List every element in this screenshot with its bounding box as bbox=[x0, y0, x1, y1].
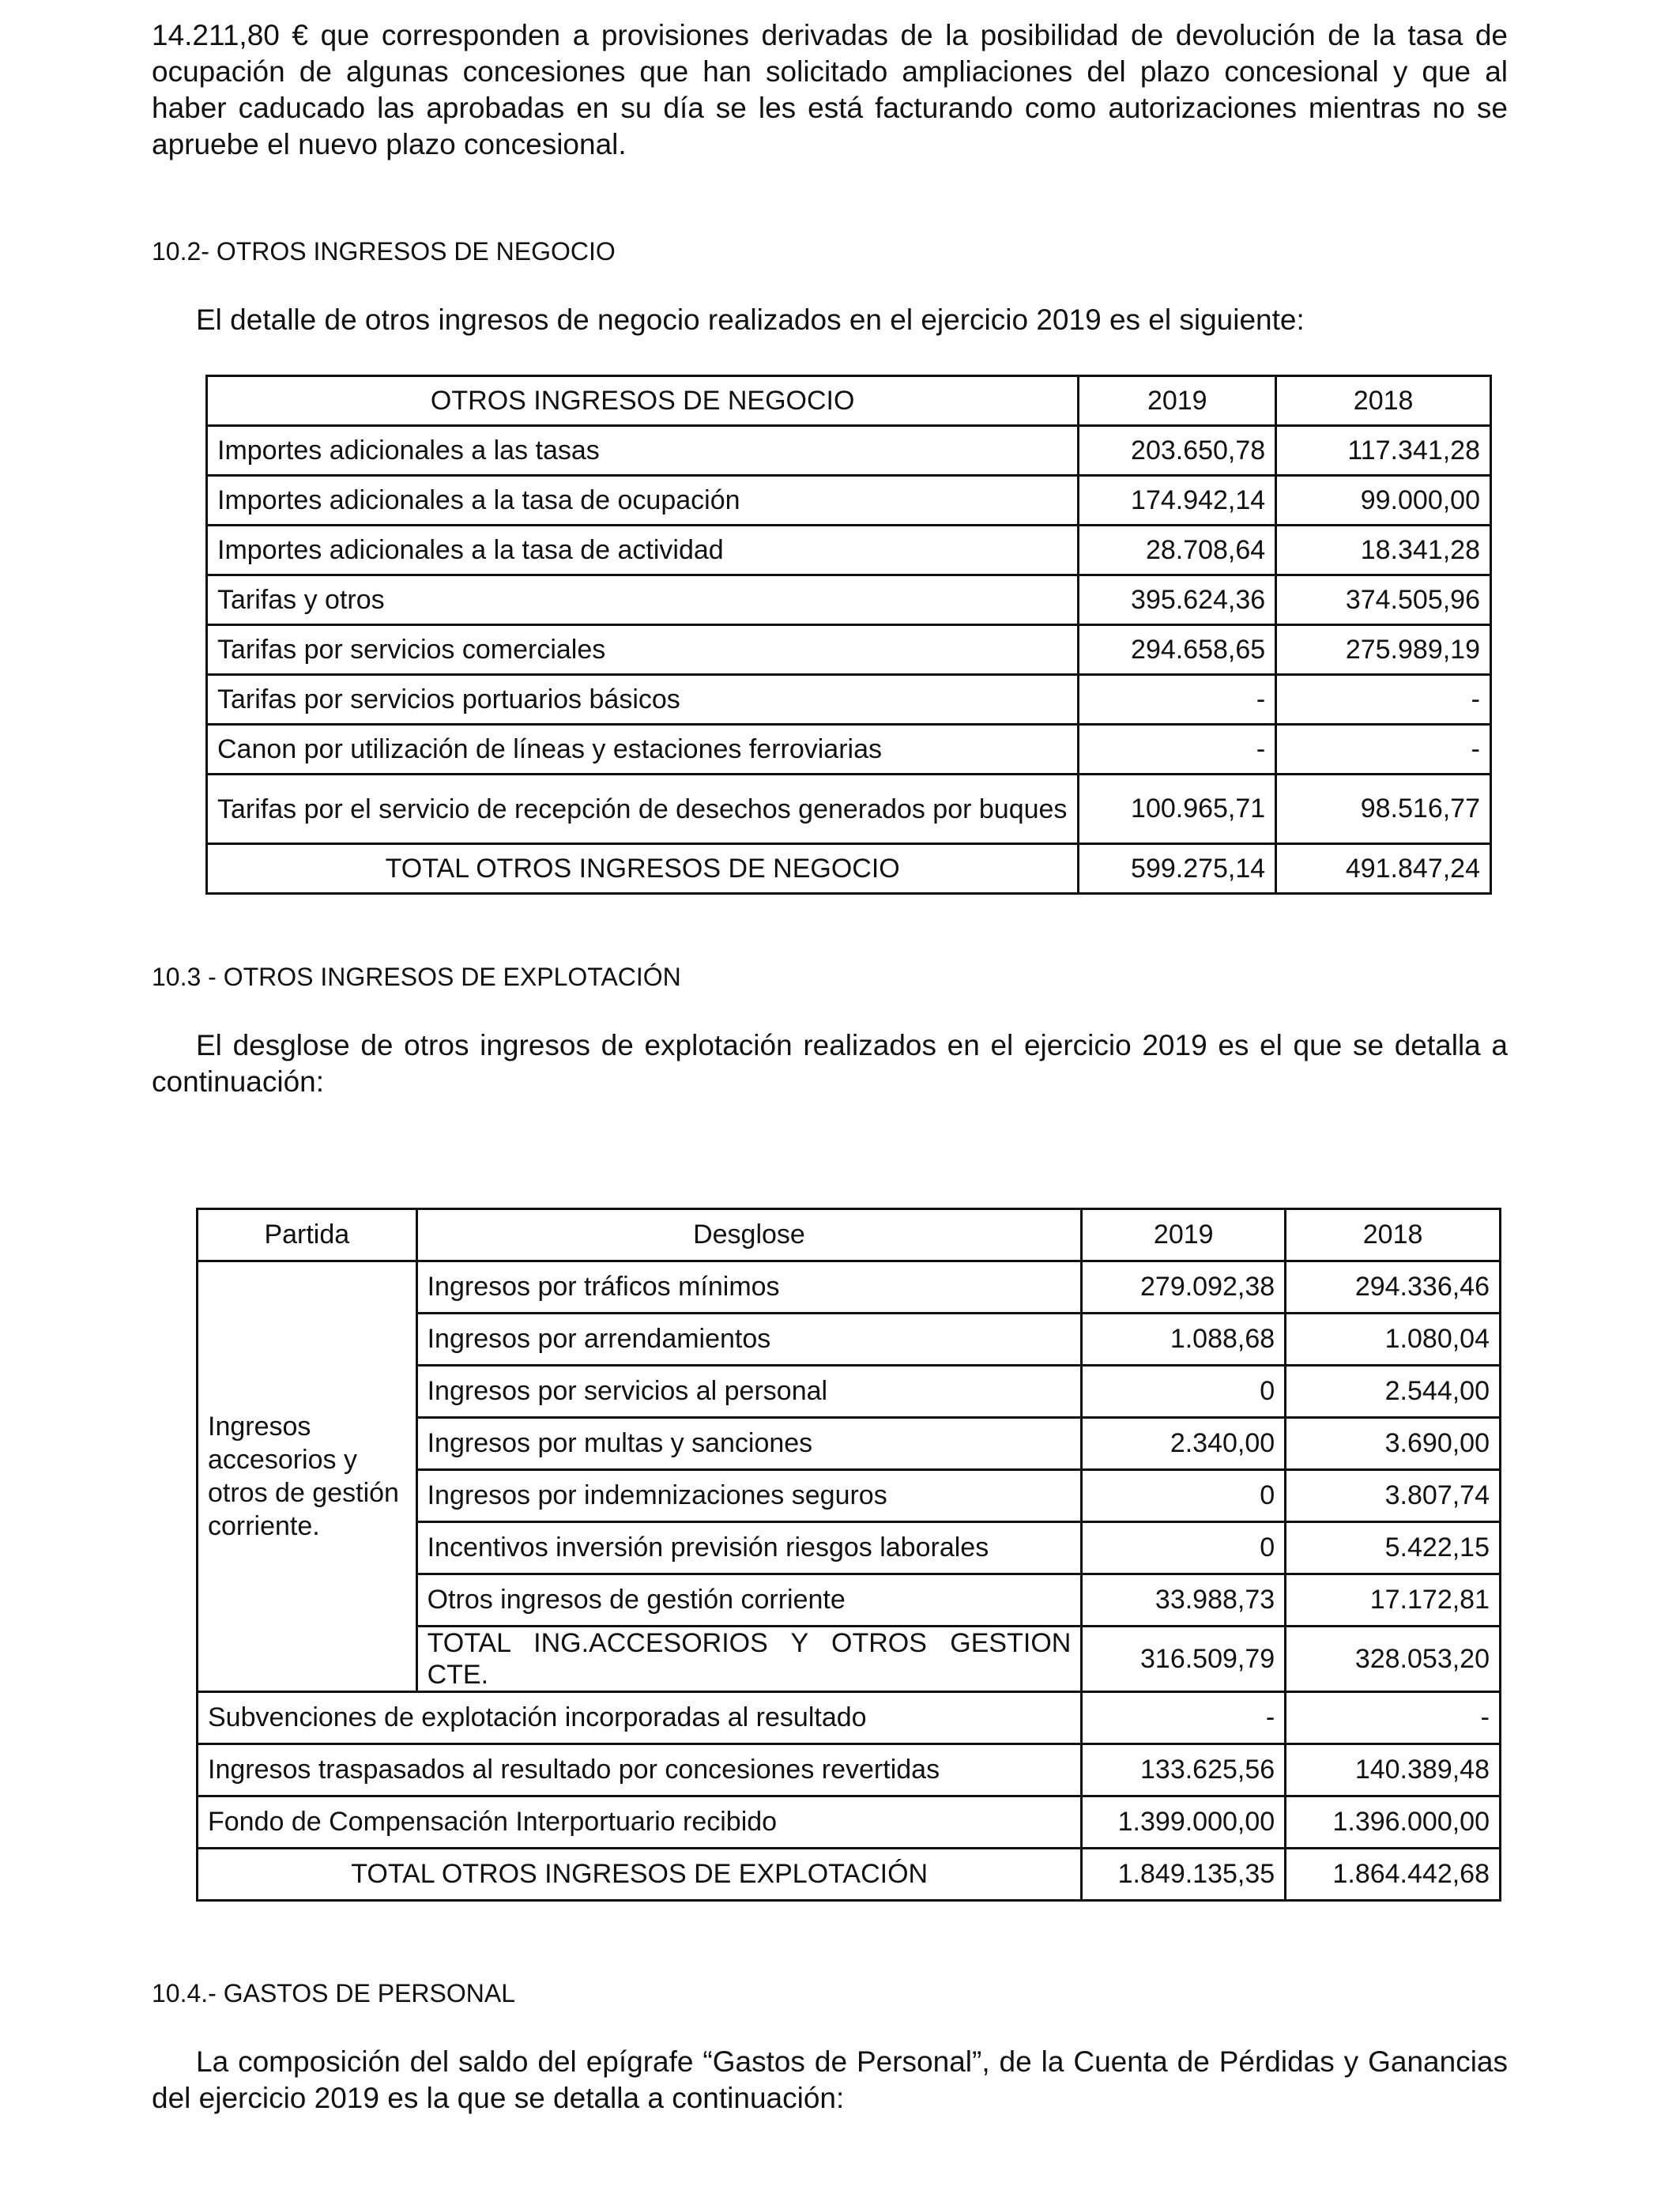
table-row bbox=[207, 675, 1491, 725]
section-10-4-text: La composición del saldo del epígrafe “Gastos de Personal”, de la Cuenta de Pérdidas y Ganancias del ejercicio 2019 es la que se detalla a continuación: bbox=[152, 2045, 1508, 2114]
row-label: Ingresos por indemnizaciones seguros bbox=[416, 1470, 1082, 1522]
value-2018: 18.341,28 bbox=[1276, 526, 1491, 575]
table-row bbox=[198, 1261, 1501, 1314]
value-2018: 99.000,00 bbox=[1276, 476, 1491, 526]
value-2018: 5.422,15 bbox=[1286, 1522, 1501, 1574]
value-2018: - bbox=[1286, 1692, 1501, 1744]
value-2018: 2.544,00 bbox=[1286, 1366, 1501, 1418]
row-label: Tarifas y otros bbox=[207, 575, 1079, 625]
value-2019: 33.988,73 bbox=[1082, 1574, 1286, 1627]
value-2018: 1.080,04 bbox=[1286, 1314, 1501, 1366]
row-label: Ingresos por multas y sanciones bbox=[416, 1418, 1082, 1470]
value-2018: - bbox=[1276, 725, 1491, 775]
section-10-3-text: El desglose de otros ingresos de explotación realizados en el ejercicio 2019 es el que se detalla a continuación: bbox=[152, 1029, 1508, 1098]
table-total-row bbox=[207, 844, 1491, 894]
header-2018: 2018 bbox=[1286, 1209, 1501, 1261]
row-label: Otros ingresos de gestión corriente bbox=[416, 1574, 1082, 1627]
value-2019: 395.624,36 bbox=[1079, 575, 1276, 625]
value-2019: 28.708,64 bbox=[1079, 526, 1276, 575]
table-row bbox=[207, 575, 1491, 625]
value-2019: - bbox=[1079, 675, 1276, 725]
section-10-3-heading: 10.3 - OTROS INGRESOS DE EXPLOTACIÓN bbox=[152, 963, 681, 991]
table-header-row bbox=[198, 1209, 1501, 1261]
value-2019: 100.965,71 bbox=[1079, 775, 1276, 844]
subtotal-2018: 328.053,20 bbox=[1286, 1627, 1501, 1692]
value-2019: 0 bbox=[1082, 1470, 1286, 1522]
value-2018: 3.690,00 bbox=[1286, 1418, 1501, 1470]
value-2019: 279.092,38 bbox=[1082, 1261, 1286, 1314]
value-2019: 0 bbox=[1082, 1522, 1286, 1574]
row-label: Importes adicionales a las tasas bbox=[207, 426, 1079, 476]
row-label: Subvenciones de explotación incorporadas al resultado bbox=[198, 1692, 1082, 1744]
table-row bbox=[207, 625, 1491, 675]
value-2018: 3.807,74 bbox=[1286, 1470, 1501, 1522]
header-2019: 2019 bbox=[1082, 1209, 1286, 1261]
header-desglose: Desglose bbox=[416, 1209, 1082, 1261]
value-2019: 203.650,78 bbox=[1079, 426, 1276, 476]
total-2019: 1.849.135,35 bbox=[1082, 1849, 1286, 1901]
section-10-2-heading: 10.2- OTROS INGRESOS DE NEGOCIO bbox=[152, 237, 616, 266]
table-row bbox=[198, 1692, 1501, 1744]
total-label: TOTAL OTROS INGRESOS DE EXPLOTACIÓN bbox=[198, 1849, 1082, 1901]
value-2019: 133.625,56 bbox=[1082, 1744, 1286, 1796]
total-2018: 1.864.442,68 bbox=[1286, 1849, 1501, 1901]
subtotal-label: TOTAL ING.ACCESORIOS Y OTROS GESTION CTE. bbox=[416, 1627, 1082, 1692]
value-2018: 117.341,28 bbox=[1276, 426, 1491, 476]
value-2019: - bbox=[1079, 725, 1276, 775]
header-partida: Partida bbox=[198, 1209, 417, 1261]
value-2018: 98.516,77 bbox=[1276, 775, 1491, 844]
total-2019: 599.275,14 bbox=[1079, 844, 1276, 894]
value-2018: 1.396.000,00 bbox=[1286, 1796, 1501, 1849]
value-2019: 174.942,14 bbox=[1079, 476, 1276, 526]
section-10-2-text: El detalle de otros ingresos de negocio realizados en el ejercicio 2019 es el siguiente: bbox=[196, 303, 1305, 336]
value-2018: 374.505,96 bbox=[1276, 575, 1491, 625]
value-2019: 1.088,68 bbox=[1082, 1314, 1286, 1366]
row-label: Tarifas por el servicio de recepción de desechos generados por buques bbox=[207, 775, 1079, 844]
table-row bbox=[207, 476, 1491, 526]
row-label: Ingresos por tráficos mínimos bbox=[416, 1261, 1082, 1314]
row-label: Ingresos por servicios al personal bbox=[416, 1366, 1082, 1418]
otros-ingresos-negocio-table bbox=[205, 375, 1492, 895]
header-concept: OTROS INGRESOS DE NEGOCIO bbox=[207, 376, 1079, 426]
intro-paragraph: 14.211,80 € que corresponden a provisiones derivadas de la posibilidad de devolución de la tasa de ocupación de algunas concesiones que han solicitado ampliaciones del plazo concesional y que al haber caducado las aprobadas en su día se les está facturando como autorizaciones mientras no se apruebe el nuevo plazo concesional. bbox=[152, 19, 1508, 160]
partida-label: Ingresos accesorios y otros de gestión corriente. bbox=[198, 1261, 417, 1692]
table-total-row bbox=[198, 1849, 1501, 1901]
otros-ingresos-explotacion-table bbox=[196, 1208, 1501, 1902]
table-row bbox=[207, 426, 1491, 476]
subtotal-2019: 316.509,79 bbox=[1082, 1627, 1286, 1692]
row-label: Tarifas por servicios portuarios básicos bbox=[207, 675, 1079, 725]
row-label: Incentivos inversión previsión riesgos laborales bbox=[416, 1522, 1082, 1574]
table-row bbox=[198, 1744, 1501, 1796]
table-row bbox=[198, 1796, 1501, 1849]
value-2019: 1.399.000,00 bbox=[1082, 1796, 1286, 1849]
value-2018: 275.989,19 bbox=[1276, 625, 1491, 675]
value-2019: - bbox=[1082, 1692, 1286, 1744]
row-label: Fondo de Compensación Interportuario recibido bbox=[198, 1796, 1082, 1849]
value-2019: 294.658,65 bbox=[1079, 625, 1276, 675]
value-2018: - bbox=[1276, 675, 1491, 725]
total-label: TOTAL OTROS INGRESOS DE NEGOCIO bbox=[207, 844, 1079, 894]
header-2018: 2018 bbox=[1276, 376, 1491, 426]
row-label: Ingresos traspasados al resultado por concesiones revertidas bbox=[198, 1744, 1082, 1796]
value-2019: 2.340,00 bbox=[1082, 1418, 1286, 1470]
section-10-4-heading: 10.4.- GASTOS DE PERSONAL bbox=[152, 1979, 516, 2007]
row-label: Importes adicionales a la tasa de ocupación bbox=[207, 476, 1079, 526]
row-label: Ingresos por arrendamientos bbox=[416, 1314, 1082, 1366]
row-label: Importes adicionales a la tasa de actividad bbox=[207, 526, 1079, 575]
row-label: Canon por utilización de líneas y estaciones ferroviarias bbox=[207, 725, 1079, 775]
value-2018: 294.336,46 bbox=[1286, 1261, 1501, 1314]
total-2018: 491.847,24 bbox=[1276, 844, 1491, 894]
header-2019: 2019 bbox=[1079, 376, 1276, 426]
row-label: Tarifas por servicios comerciales bbox=[207, 625, 1079, 675]
table-row bbox=[207, 775, 1491, 844]
value-2019: 0 bbox=[1082, 1366, 1286, 1418]
value-2018: 140.389,48 bbox=[1286, 1744, 1501, 1796]
table-header-row bbox=[207, 376, 1491, 426]
value-2018: 17.172,81 bbox=[1286, 1574, 1501, 1627]
table-row bbox=[207, 526, 1491, 575]
table-row bbox=[207, 725, 1491, 775]
